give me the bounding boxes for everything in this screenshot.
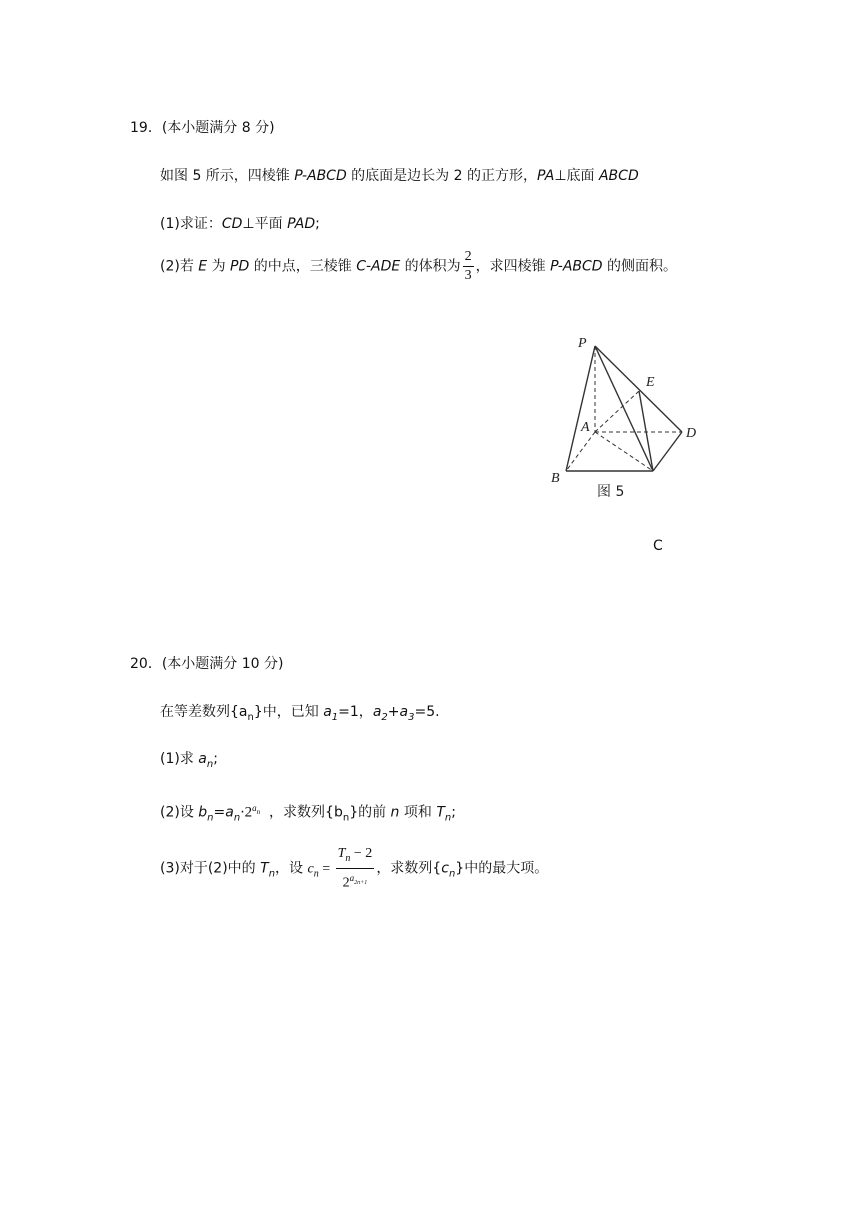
term-t: T [436,804,445,821]
q19-p2-text: (2)若 [160,258,199,275]
edge-pc [595,346,653,471]
q19-p1-text: ⊥平面 [242,216,288,232]
edge-cd [653,432,682,471]
q19-intro-text: ⊥底面 [554,168,599,184]
q20-p3-text: ，设 [275,860,308,877]
q19-intro [160,167,639,185]
q19-p2-cade: C-ADE [356,258,401,275]
q19-p2-text: 的侧面积。 [602,258,678,275]
q20-p2-text: 项和 [399,804,437,821]
term-a: a [198,751,207,767]
q19-header: 19．(本小题满分 8 分) [130,120,275,136]
base-two: 2 [342,875,350,891]
exponent: a [252,803,257,813]
q20-intro-text: }中，已知 [253,704,324,720]
q20-part3 [160,845,548,892]
subscript: 1 [331,711,339,723]
q20-p2-text: }的前 [349,804,391,821]
q20-intro-text: =1， [338,704,373,720]
q20-p3-text: (3)对于(2)中的 [160,860,261,877]
subscript: 2 [381,711,388,723]
figure-caption: 图 5 [597,484,625,500]
q19-intro-pa: PA [537,168,555,184]
subscript: 2n+1 [354,879,368,886]
q19-p1-cd: CD [221,216,243,232]
edge-ce [639,391,653,471]
q20-p1-text: ; [213,751,218,767]
fraction-numerator [336,845,375,869]
q19-p2-text: 为 [207,258,231,275]
q20-intro-text: =5. [414,704,440,720]
term-t: T [260,860,269,877]
q20-p2-text: ; [451,804,456,821]
edge-pd [595,346,682,432]
subscript: 3 [408,711,415,723]
fraction-two-thirds [463,248,474,285]
q20-header: 20．(本小题满分 10 分) [130,656,284,672]
term-a: a [399,704,409,720]
subscript: n [268,868,276,880]
q20-part1 [160,750,218,774]
fraction-denominator [336,869,375,893]
subscript: n [206,758,214,770]
q19-p2-pyramid: P-ABCD [550,258,603,275]
term-t: T [337,846,346,861]
q19-p1-text: (1)求证： [160,216,222,232]
q20-intro [160,703,440,727]
minus-two: − 2 [350,846,373,861]
term-a: a [323,704,332,720]
term-n: n [390,804,400,821]
q20-part2 [160,799,456,827]
subscript: n [233,812,241,824]
q20-intro-text: 在等差数列{a [160,704,248,720]
fraction-numerator: 2 [463,248,474,267]
q19-p2-text: ，求四棱锥 [475,258,551,275]
label-d: D [686,426,697,441]
term-a: a [372,704,382,720]
fraction-cn [336,845,375,892]
fraction-denominator: 3 [464,268,472,283]
subscript: n [256,807,261,816]
q19-intro-text: 的底面是边长为 2 的正方形， [346,168,537,184]
label-a: A [581,420,590,435]
subscript: n [444,812,452,824]
q19-p2-text: 的体积为 [400,258,461,275]
q20-p1-text: (1)求 [160,751,199,767]
q19-intro-pyramid: P-ABCD [294,168,347,184]
q20-p2-text: ，求数列{b [260,804,343,821]
q20-p3-text: ，求数列{ [376,860,442,877]
q19-p2-text: 的中点，三棱锥 [249,258,357,275]
subscript: n [448,868,456,880]
term-a: a [225,804,234,821]
term-c: c [307,861,314,877]
q20-p3-text: }中的最大项。 [455,860,549,877]
label-p: P [578,336,587,351]
q19-intro-base: ABCD [598,168,639,184]
q20-p2-text: (2)设 [160,804,199,821]
equals-sign: = [213,804,226,821]
q19-p2-pd: PD [230,258,250,275]
subscript: n [345,852,351,864]
subscript: n [247,711,254,723]
pyramid-figure [545,330,715,510]
subscript: n [313,868,319,880]
term-c: c [441,860,449,877]
q19-p1-pad: PAD [287,216,316,232]
label-e: E [646,375,655,390]
subscript: n [342,812,350,824]
q20-intro-text: + [387,704,400,720]
base-two: 2 [244,804,253,821]
exponent: a [349,872,355,883]
equals-sign: = [318,861,334,877]
q19-part1 [160,215,320,233]
dot-operator: · [240,804,245,821]
q19-p2-e: E [198,258,208,275]
q19-intro-text: 如图 5 所示，四棱锥 [160,168,295,184]
label-b: B [551,471,560,486]
q19-p1-text: ; [315,216,320,232]
subscript: n [207,812,214,824]
stray-letter-c: C [653,538,663,554]
term-b: b [198,804,208,821]
q19-part2 [160,248,677,285]
